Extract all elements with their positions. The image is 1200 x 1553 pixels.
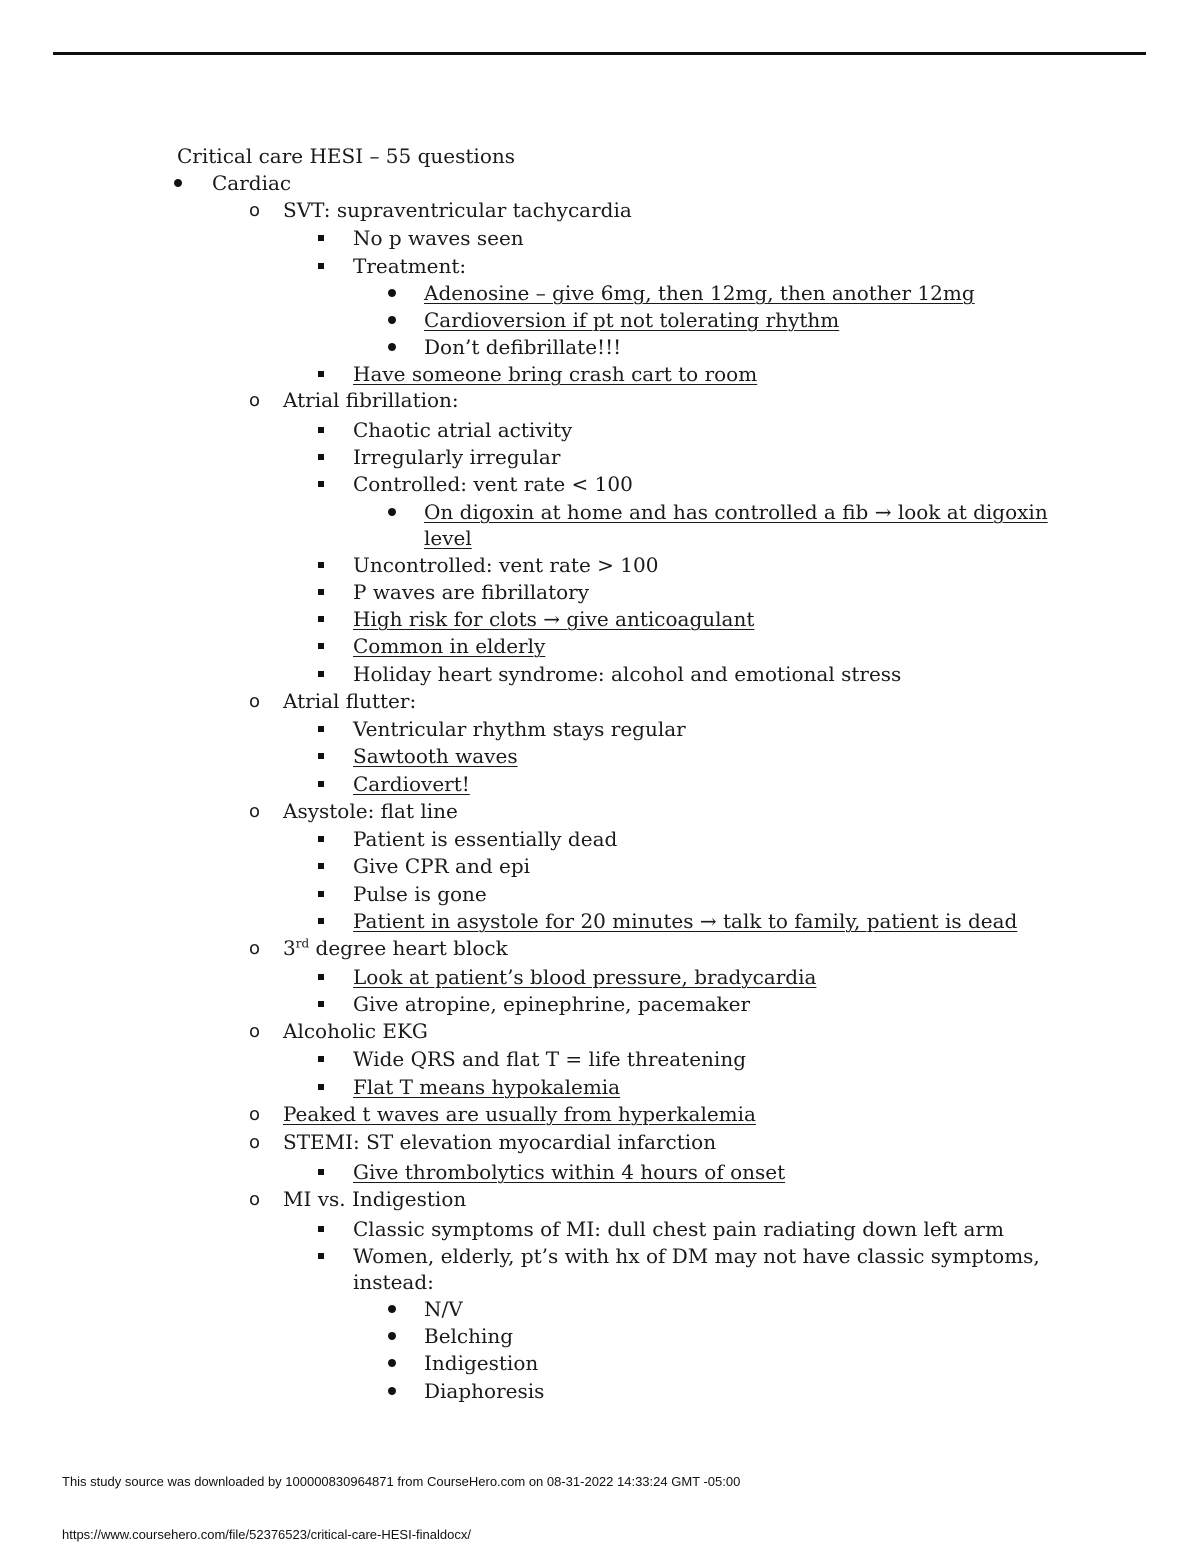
document-title: Critical care HESI – 55 questions — [177, 144, 516, 168]
outline-item-text: Alcoholic EKG — [283, 1019, 428, 1043]
square-bullet-icon — [318, 881, 348, 908]
disc-bullet-icon — [388, 1378, 418, 1405]
outline-item-text: instead: — [353, 1270, 434, 1294]
outline-item-text: No p waves seen — [353, 226, 524, 250]
outline-item-text: SVT: supraventricular tachycardia — [283, 198, 632, 222]
square-bullet-icon — [318, 1046, 348, 1073]
outline-item-text: Classic symptoms of MI: dull chest pain radiating down left arm — [353, 1217, 1004, 1241]
outline-item — [353, 881, 487, 908]
outline-item — [353, 633, 545, 660]
outline-item — [353, 853, 530, 880]
circle-bullet-icon: o — [249, 390, 261, 411]
circle-bullet-icon: o — [249, 1104, 261, 1125]
circle-bullet-icon: o — [249, 691, 261, 712]
outline-item-text: Have someone bring crash cart to room — [353, 362, 758, 386]
outline-item-text: Ventricular rhythm stays regular — [353, 717, 686, 741]
outline-item — [283, 798, 458, 825]
circle-bullet-icon: o — [249, 938, 261, 959]
square-bullet-icon — [318, 579, 348, 606]
disc-bullet-icon — [388, 1296, 418, 1323]
outline-item-text: Don’t defibrillate!!! — [424, 335, 622, 359]
outline-item — [283, 688, 416, 715]
outline-item — [353, 579, 589, 606]
outline-item — [212, 170, 291, 197]
outline-item-text: Give thrombolytics within 4 hours of onset — [353, 1160, 786, 1184]
outline-item-text: Adenosine – give 6mg, then 12mg, then another 12mg — [424, 281, 975, 305]
outline-item — [424, 307, 839, 334]
disc-bullet-icon — [388, 280, 418, 307]
outline-item-text: Cardiovert! — [353, 772, 470, 796]
outline-item — [353, 417, 572, 444]
square-bullet-icon — [318, 964, 348, 991]
outline-item-text: Patient in asystole for 20 minutes → talk to family, patient is dead — [353, 909, 1018, 933]
outline-item-text: Diaphoresis — [424, 1379, 545, 1403]
outline-item — [283, 1129, 716, 1156]
outline-item — [353, 253, 466, 280]
square-bullet-icon — [318, 1074, 348, 1101]
outline-item-text: Sawtooth waves — [353, 744, 518, 768]
outline-item-text: Controlled: vent rate < 100 — [353, 472, 633, 496]
outline-item-text: Treatment: — [353, 254, 467, 278]
superscript: rd — [295, 936, 310, 951]
outline-item-text: Chaotic atrial activity — [353, 418, 573, 442]
circle-bullet-icon: o — [249, 1132, 261, 1153]
source-url[interactable]: https://www.coursehero.com/file/52376523/critical-care-HESI-finaldocx/ — [62, 1527, 471, 1542]
outline-item — [424, 334, 621, 361]
outline-item-text: Belching — [424, 1324, 514, 1348]
outline-item-text: Atrial flutter: — [283, 689, 417, 713]
outline-item — [424, 525, 472, 552]
outline-item-text: Give atropine, epinephrine, pacemaker — [353, 992, 751, 1016]
square-bullet-icon — [318, 1159, 348, 1186]
outline-item-text: Give CPR and epi — [353, 854, 531, 878]
square-bullet-icon — [318, 908, 348, 935]
square-bullet-icon — [318, 991, 348, 1018]
outline-item-text: Wide QRS and flat T = life threatening — [353, 1047, 747, 1071]
outline-item-text: Look at patient’s blood pressure, bradycardia — [353, 965, 817, 989]
outline-item-text: 3 — [283, 936, 296, 960]
square-bullet-icon — [318, 716, 348, 743]
disc-bullet-icon — [388, 307, 418, 334]
outline-item-text: Cardiac — [212, 171, 292, 195]
circle-bullet-icon: o — [249, 801, 261, 822]
outline-item-text-rest: degree heart block — [309, 936, 508, 960]
square-bullet-icon — [318, 444, 348, 471]
square-bullet-icon — [318, 552, 348, 579]
outline-item-text: Patient is essentially dead — [353, 827, 618, 851]
outline-item-text: Women, elderly, pt’s with hx of DM may not have classic symptoms, — [353, 1244, 1040, 1268]
outline-item — [353, 361, 757, 388]
outline-item — [283, 1186, 466, 1213]
outline-item — [353, 606, 754, 633]
square-bullet-icon — [318, 471, 348, 498]
square-bullet-icon — [318, 417, 348, 444]
outline-item-text: Atrial fibrillation: — [283, 388, 459, 412]
outline-item-text: Pulse is gone — [353, 882, 487, 906]
outline-item — [353, 1074, 620, 1101]
outline-item-text: Flat T means hypokalemia — [353, 1075, 621, 1099]
square-bullet-icon — [318, 661, 348, 688]
outline-item — [353, 964, 816, 991]
outline-item — [353, 471, 633, 498]
outline-item-text: P waves are fibrillatory — [353, 580, 590, 604]
disc-bullet-icon — [388, 334, 418, 361]
square-bullet-icon — [318, 826, 348, 853]
outline-item — [353, 225, 524, 252]
disc-bullet-icon — [388, 1350, 418, 1377]
square-bullet-icon — [318, 1216, 348, 1243]
download-notice: This study source was downloaded by 100000830964871 from CourseHero.com on 08-31-2022 14:33:24 GMT -05:00 — [62, 1474, 741, 1489]
circle-bullet-icon: o — [249, 1189, 261, 1210]
outline-item-text: STEMI: ST elevation myocardial infarction — [283, 1130, 717, 1154]
outline-item — [424, 1378, 544, 1405]
square-bullet-icon — [318, 771, 348, 798]
top-rule — [53, 52, 1146, 55]
outline-item-text: Uncontrolled: vent rate > 100 — [353, 553, 659, 577]
outline-item — [353, 716, 686, 743]
outline-item-text: MI vs. Indigestion — [283, 1187, 467, 1211]
circle-bullet-icon: o — [249, 1021, 261, 1042]
outline-item — [353, 1243, 1040, 1270]
outline-item — [353, 908, 1017, 935]
outline-item-text: Irregularly irregular — [353, 445, 561, 469]
outline-item — [353, 1216, 1004, 1243]
outline-item — [283, 387, 459, 414]
outline-item — [424, 1296, 463, 1323]
outline-item-text: Peaked t waves are usually from hyperkalemia — [283, 1102, 756, 1126]
outline-item — [283, 1101, 756, 1128]
outline-item-text: N/V — [424, 1297, 463, 1321]
outline-item — [283, 1018, 428, 1045]
square-bullet-icon — [318, 743, 348, 770]
square-bullet-icon — [318, 606, 348, 633]
outline-item — [353, 1046, 746, 1073]
outline-item — [353, 552, 658, 579]
disc-bullet-icon — [174, 170, 204, 197]
outline-item-text: Indigestion — [424, 1351, 539, 1375]
outline-item — [353, 771, 470, 798]
outline-item-text: On digoxin at home and has controlled a fib → look at digoxin — [424, 500, 1048, 524]
outline-item — [283, 935, 508, 962]
outline-item-text: Holiday heart syndrome: alcohol and emotional stress — [353, 662, 902, 686]
outline-item — [353, 743, 518, 770]
circle-bullet-icon: o — [249, 200, 261, 221]
outline-item-text: Asystole: flat line — [283, 799, 458, 823]
outline-item — [353, 1159, 785, 1186]
outline-item — [424, 1323, 513, 1350]
square-bullet-icon — [318, 1243, 348, 1270]
disc-bullet-icon — [388, 499, 418, 526]
square-bullet-icon — [318, 225, 348, 252]
square-bullet-icon — [318, 253, 348, 280]
outline-item-text: Common in elderly — [353, 634, 546, 658]
outline-item-text: Cardioversion if pt not tolerating rhythm — [424, 308, 840, 332]
square-bullet-icon — [318, 853, 348, 880]
square-bullet-icon — [318, 361, 348, 388]
outline-item-text: High risk for clots → give anticoagulant — [353, 607, 755, 631]
outline-item — [283, 197, 632, 224]
outline-item — [353, 661, 901, 688]
disc-bullet-icon — [388, 1323, 418, 1350]
outline-item — [424, 280, 975, 307]
outline-item-text: level — [424, 526, 472, 550]
outline-item — [353, 444, 560, 471]
outline-item — [424, 1350, 538, 1377]
outline-item — [353, 1269, 434, 1296]
outline-item — [424, 499, 1048, 526]
outline-item — [353, 991, 750, 1018]
outline-item — [353, 826, 617, 853]
square-bullet-icon — [318, 633, 348, 660]
